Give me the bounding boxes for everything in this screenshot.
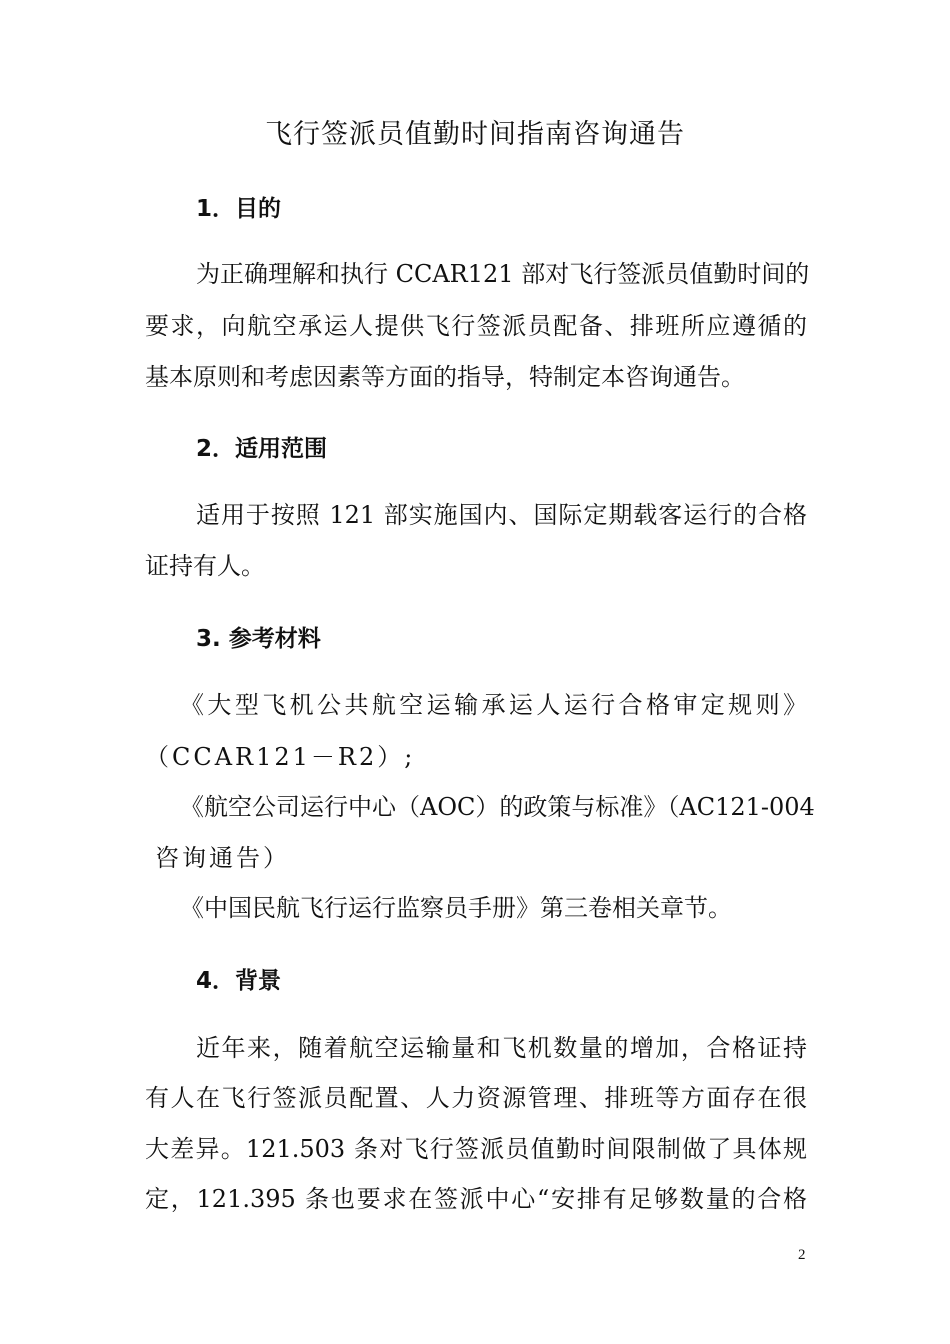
reference-line: （CCAR121－R2）; [145,743,416,771]
section-heading-references: 3. 参考材料 [196,626,321,652]
reference-line: 《中国民航飞行运行监察员手册》第三卷相关章节。 [180,894,732,922]
paragraph-line: 近年来，随着航空运输量和飞机数量的增加，合格证持 [196,1034,807,1062]
paragraph-line: 适用于按照 121 部实施国内、国际定期载客运行的合格 [196,501,807,529]
reference-line: 《大型飞机公共航空运输承运人运行合格审定规则》 [180,691,807,719]
paragraph-line: 大差异。121.503 条对飞行签派员值勤时间限制做了具体规 [145,1135,807,1163]
paragraph-line: 有人在飞行签派员配置、人力资源管理、排班等方面存在很 [145,1084,807,1112]
reference-line: 咨询通告） [155,844,290,872]
section-heading-background: 4．背景 [196,968,282,994]
section-heading-purpose: 1．目的 [196,196,282,222]
paragraph-line: 基本原则和考虑因素等方面的指导，特制定本咨询通告。 [145,363,745,391]
paragraph-line: 要求，向航空承运人提供飞行签派员配备、排班所应遵循的 [145,312,807,340]
section-heading-scope: 2．适用范围 [196,436,328,462]
page-number: 2 [798,1247,806,1263]
paragraph-line: 为正确理解和执行 CCAR121 部对飞行签派员值勤时间的 [196,260,810,288]
paragraph-line: 证持有人。 [145,552,265,580]
paragraph-line: 定，121.395 条也要求在签派中心“安排有足够数量的合格 [145,1185,807,1213]
document-title: 飞行签派员值勤时间指南咨询通告 [265,119,685,150]
reference-line: 《航空公司运行中心（AOC）的政策与标准》（AC121-004 [180,793,815,821]
